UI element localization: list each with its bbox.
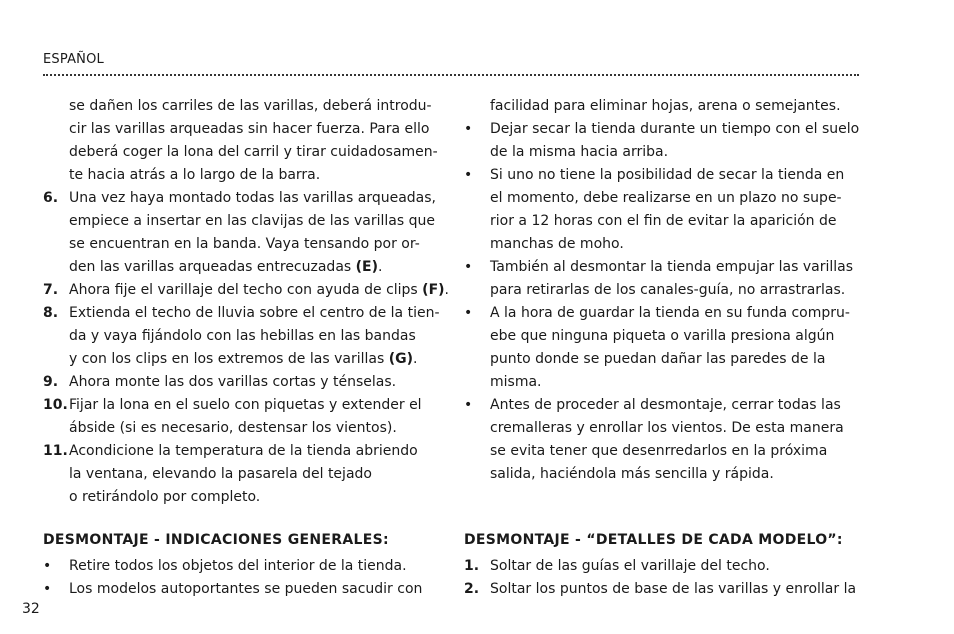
- text-line: Una vez haya montado todas las varillas arqueadas,: [69, 190, 437, 206]
- text-line: Retire todos los objetos del interior de la tienda.: [69, 558, 407, 574]
- step-item: [43, 187, 439, 279]
- bullet-icon: •: [464, 305, 473, 321]
- step-number: 9.: [43, 374, 59, 390]
- text-line: Dejar secar la tienda durante un tiempo con el suelo: [490, 121, 860, 137]
- text-line: Acondicione la temperatura de la tienda abriendo: [69, 443, 418, 459]
- bullet-item: [464, 302, 860, 394]
- right-column: [464, 95, 860, 486]
- step-number: 10.: [43, 397, 68, 413]
- text-line: el momento, debe realizarse en un plazo no supe-: [490, 190, 842, 206]
- figure-ref: (E): [355, 259, 379, 275]
- text-line: para retirarlas de los canales-guía, no arrastrarlas.: [490, 282, 846, 298]
- step-number: 1.: [464, 558, 480, 574]
- text-line: punto donde se puedan dañar las paredes de la: [490, 351, 826, 367]
- text-line: cremalleras y enrollar los vientos. De esta manera: [490, 420, 844, 436]
- bullet-item: [43, 555, 439, 578]
- header-divider: [43, 74, 859, 76]
- text-line: empiece a insertar en las clavijas de las varillas que: [69, 213, 435, 229]
- general-bullets: [43, 555, 439, 601]
- section-title-general: DESMONTAJE - INDICACIONES GENERALES:: [43, 532, 389, 548]
- bullet-item: [43, 578, 439, 601]
- text-line: cir las varillas arqueadas sin hacer fuerza. Para ello: [69, 121, 430, 137]
- step-number: 8.: [43, 305, 59, 321]
- figure-ref: (G): [388, 351, 413, 367]
- text-line: Ahora fije el varillaje del techo con ayuda de clips (F).: [69, 282, 449, 298]
- text-line: manchas de moho.: [490, 236, 624, 252]
- text-line: se dañen los carriles de las varillas, deberá introdu-: [69, 98, 432, 114]
- text-line: Si uno no tiene la posibilidad de secar la tienda en: [490, 167, 845, 183]
- step-number: 2.: [464, 581, 480, 597]
- bullet-item: [464, 394, 860, 486]
- text-line: rior a 12 horas con el fin de evitar la aparición de: [490, 213, 837, 229]
- text-line: y con los clips en los extremos de las varillas (G).: [69, 351, 418, 367]
- step-item: [43, 394, 439, 440]
- bullet-item: [464, 256, 860, 302]
- text-line: de la misma hacia arriba.: [490, 144, 669, 160]
- language-header: ESPAÑOL: [43, 52, 104, 67]
- bullet-item: [464, 164, 860, 256]
- model-details-steps: [464, 555, 860, 601]
- text-line: Ahora monte las dos varillas cortas y ténselas.: [69, 374, 397, 390]
- text-line: facilidad para eliminar hojas, arena o semejantes.: [490, 98, 841, 114]
- text-line: misma.: [490, 374, 542, 390]
- text-line: salida, haciéndola más sencilla y rápida.: [490, 466, 774, 482]
- text-line: se evita tener que desenrredarlos en la próxima: [490, 443, 828, 459]
- bullet-icon: •: [43, 581, 52, 597]
- text-line: te hacia atrás a lo largo de la barra.: [69, 167, 321, 183]
- bullet-icon: •: [464, 167, 473, 183]
- step-item: [43, 279, 449, 302]
- step-item: [464, 555, 860, 578]
- bullet-icon: •: [464, 397, 473, 413]
- step-number: 7.: [43, 282, 59, 298]
- continuation-paragraph: [464, 95, 860, 118]
- section-title-model-details: DESMONTAJE - “DETALLES DE CADA MODELO”:: [464, 532, 843, 548]
- step-item: [43, 371, 439, 394]
- page-number: 32: [22, 601, 40, 617]
- left-column: [43, 95, 449, 509]
- bullet-icon: •: [464, 121, 473, 137]
- continuation-paragraph: [43, 95, 439, 187]
- step-item: [464, 578, 860, 601]
- text-line: Los modelos autoportantes se pueden sacudir con: [69, 581, 423, 597]
- step-number: 11.: [43, 443, 68, 459]
- text-line: o retirándolo por completo.: [69, 489, 261, 505]
- text-line: den las varillas arqueadas entrecuzadas (E).: [69, 259, 383, 275]
- text-line: Soltar de las guías el varillaje del techo.: [490, 558, 770, 574]
- text-line: ebe que ninguna piqueta o varilla presiona algún: [490, 328, 835, 344]
- bullet-icon: •: [464, 259, 473, 275]
- text-line: da y vaya fijándolo con las hebillas en las bandas: [69, 328, 416, 344]
- text-line: Antes de proceder al desmontaje, cerrar todas las: [490, 397, 841, 413]
- step-item: [43, 440, 439, 509]
- text-line: Extienda el techo de lluvia sobre el centro de la tien-: [69, 305, 440, 321]
- bullet-item: [464, 118, 860, 164]
- step-number: 6.: [43, 190, 59, 206]
- text-line: deberá coger la lona del carril y tirar cuidadosamen-: [69, 144, 438, 160]
- text-line: A la hora de guardar la tienda en su funda compru-: [490, 305, 850, 321]
- text-line: se encuentran en la banda. Vaya tensando por or-: [69, 236, 420, 252]
- text-line: la ventana, elevando la pasarela del tejado: [69, 466, 372, 482]
- text-line: También al desmontar la tienda empujar las varillas: [490, 259, 853, 275]
- text-line: ábside (si es necesario, destensar los vientos).: [69, 420, 397, 436]
- text-line: Soltar los puntos de base de las varillas y enrollar la: [490, 581, 857, 597]
- figure-ref: (F): [422, 282, 445, 298]
- text-line: Fijar la lona en el suelo con piquetas y extender el: [69, 397, 422, 413]
- step-item: [43, 302, 439, 371]
- bullet-icon: •: [43, 558, 52, 574]
